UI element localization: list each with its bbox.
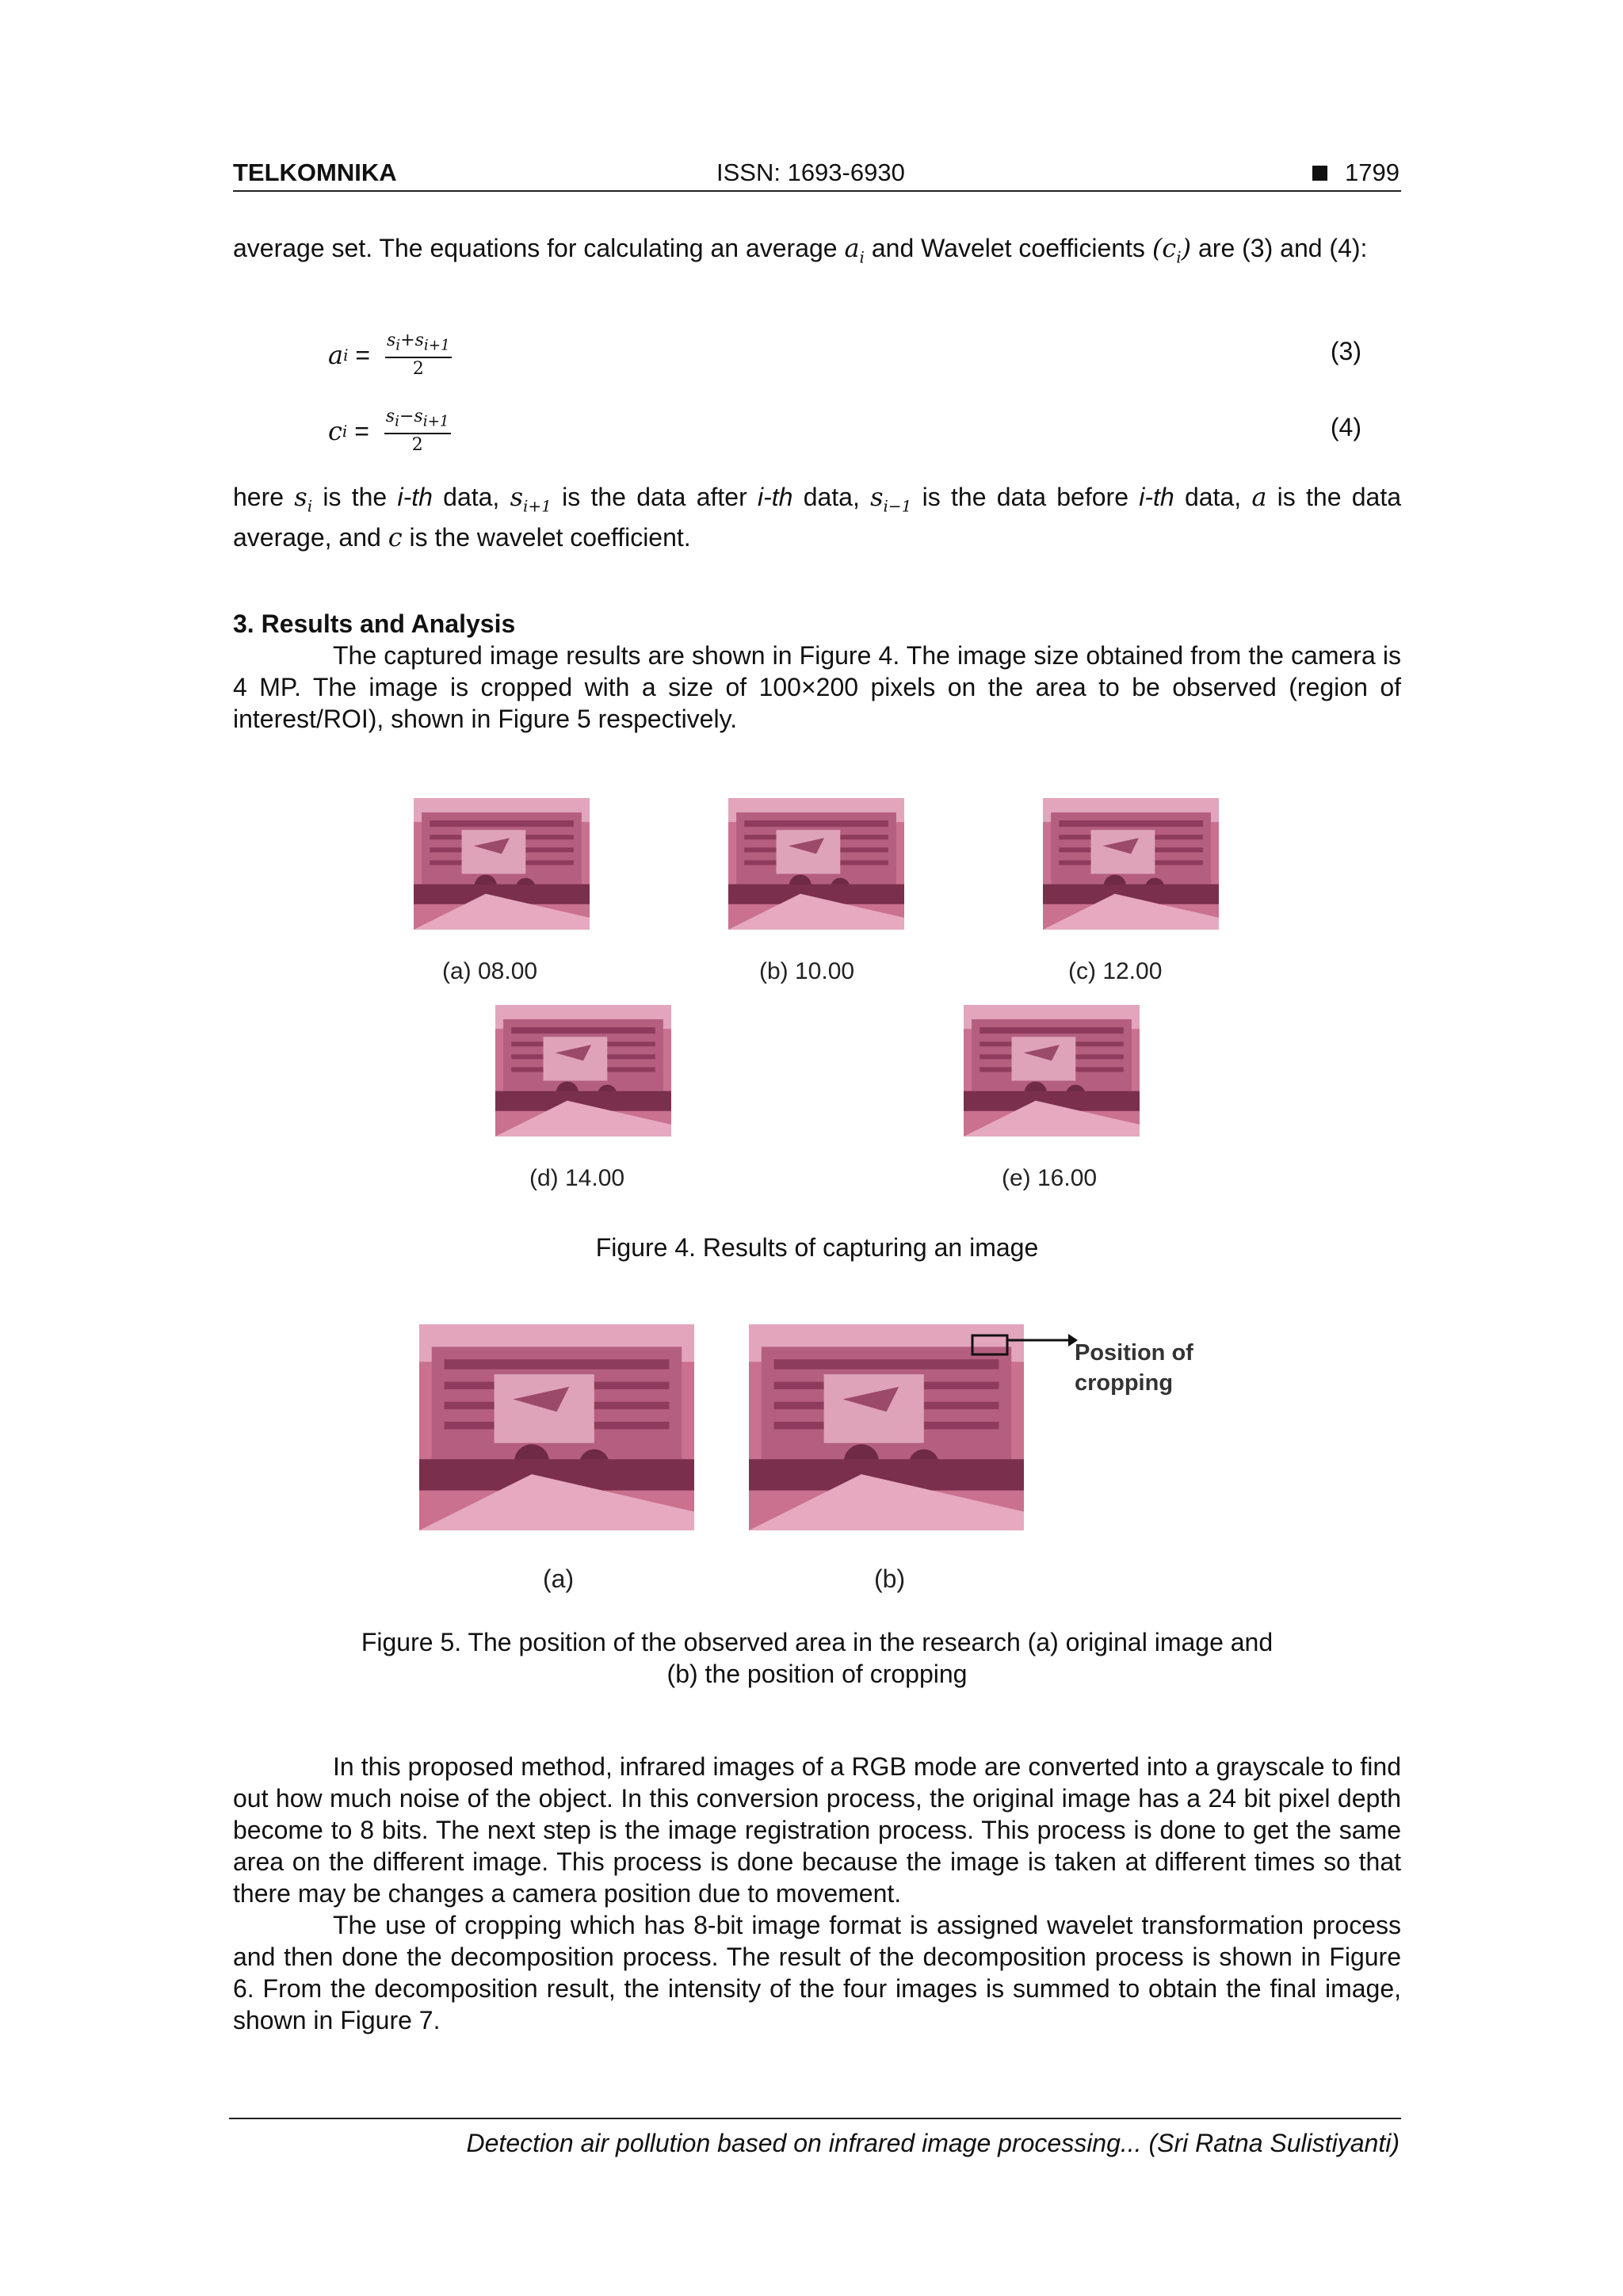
equation-3-number: (3) [1330, 337, 1361, 365]
figure4-label-a: (a) 08.00 [442, 958, 538, 984]
var-a: $a_i$ [844, 233, 865, 267]
definitions-paragraph: here $s_i$ is the i-th data, $s_{i+1}$ is the data after i-th data, $s_{i-1}$ is the data before i-th data, a is the data average, and c is the wavelet coefficient. [233, 482, 1402, 553]
square-bullet-icon [1312, 166, 1327, 181]
journal-name: TELKOMNIKA [233, 159, 397, 186]
figure4-label-e: (e) 16.00 [1002, 1165, 1098, 1191]
body-paragraph-1: In this proposed method, infrared images of a RGB mode are converted into a grayscale to find out how much noise of the object. In this conversion process, the original image has a 24 bit pixel depth become to 8 bits. The next step is the image registration process. This process is done to get the same area on the different image. This process is done because the image is taken at different times so that there may be changes a camera position due to movement. [233, 1752, 1401, 1908]
body-text [233, 1751, 1401, 2036]
arrow-right-icon [1006, 1328, 1078, 1352]
var-c: $(c_i)$ [1151, 233, 1192, 267]
header-rule [233, 190, 1401, 192]
equation-3: a i = $\frac{s_i+s_{i+1}}{2}$ [328, 330, 450, 380]
equation-4: c i = $\frac{s_i-s_{i+1}}{2}$ [328, 407, 449, 456]
section-title: 3. Results and Analysis [233, 609, 516, 638]
figure5-caption: Figure 5. The position of the observed area in the research (a) original image and (b) the position of cropping [361, 1628, 1274, 1688]
position-of-cropping-label: Position of cropping [1075, 1340, 1193, 1396]
section-results [233, 608, 1401, 735]
section-paragraph: The captured image results are shown in Figure 4. The image size obtained from the camera is 4 MP. The image is cropped with a size of 100×200 pixels on the area to be observed (region of interest/ROI), shown in Figure 5 respectively. [233, 641, 1401, 733]
figure4-image-b [728, 798, 904, 930]
intro-text-1: average set. The equations for calculating an average [233, 234, 845, 262]
figure5-image-a [419, 1324, 694, 1530]
intro-text-3: are (3) and (4): [1191, 234, 1368, 262]
intro-paragraph [233, 232, 1401, 273]
figure5-label-a: (a) [543, 1564, 575, 1593]
figure5-image-b [749, 1324, 1024, 1530]
equation-4-number: (4) [1330, 413, 1361, 441]
intro-text-2: and Wavelet coefficients [864, 234, 1152, 262]
figure4-image-c [1043, 798, 1219, 930]
body-paragraph-2: The use of cropping which has 8-bit image format is assigned wavelet transformation process and then done the decomposition process. The result of the decomposition process is shown in Figure 6. From the decomposition result, the intensity of the four images is summed to obtain the final image, shown in Figure 7. [233, 1911, 1401, 2034]
footer-rule [229, 2118, 1401, 2119]
figure4-label-d: (d) 14.00 [529, 1165, 625, 1191]
figure4-label-c: (c) 12.00 [1068, 958, 1163, 984]
figure4-label-b: (b) 10.00 [759, 958, 855, 984]
figure4-image-a [414, 798, 590, 930]
figure5-label-b: (b) [874, 1564, 906, 1593]
page-number: 1799 [1345, 159, 1400, 186]
figure4-image-d [495, 1005, 671, 1137]
issn: ISSN: 1693-6930 [716, 159, 905, 186]
figure4-caption: Figure 4. Results of capturing an image [595, 1233, 1039, 1262]
page-number-group [1312, 157, 1400, 189]
footer-citation: Detection air pollution based on infrared image processing... (Sri Ratna Sulistiyanti) [466, 2129, 1400, 2157]
figure4-image-e [964, 1005, 1140, 1137]
